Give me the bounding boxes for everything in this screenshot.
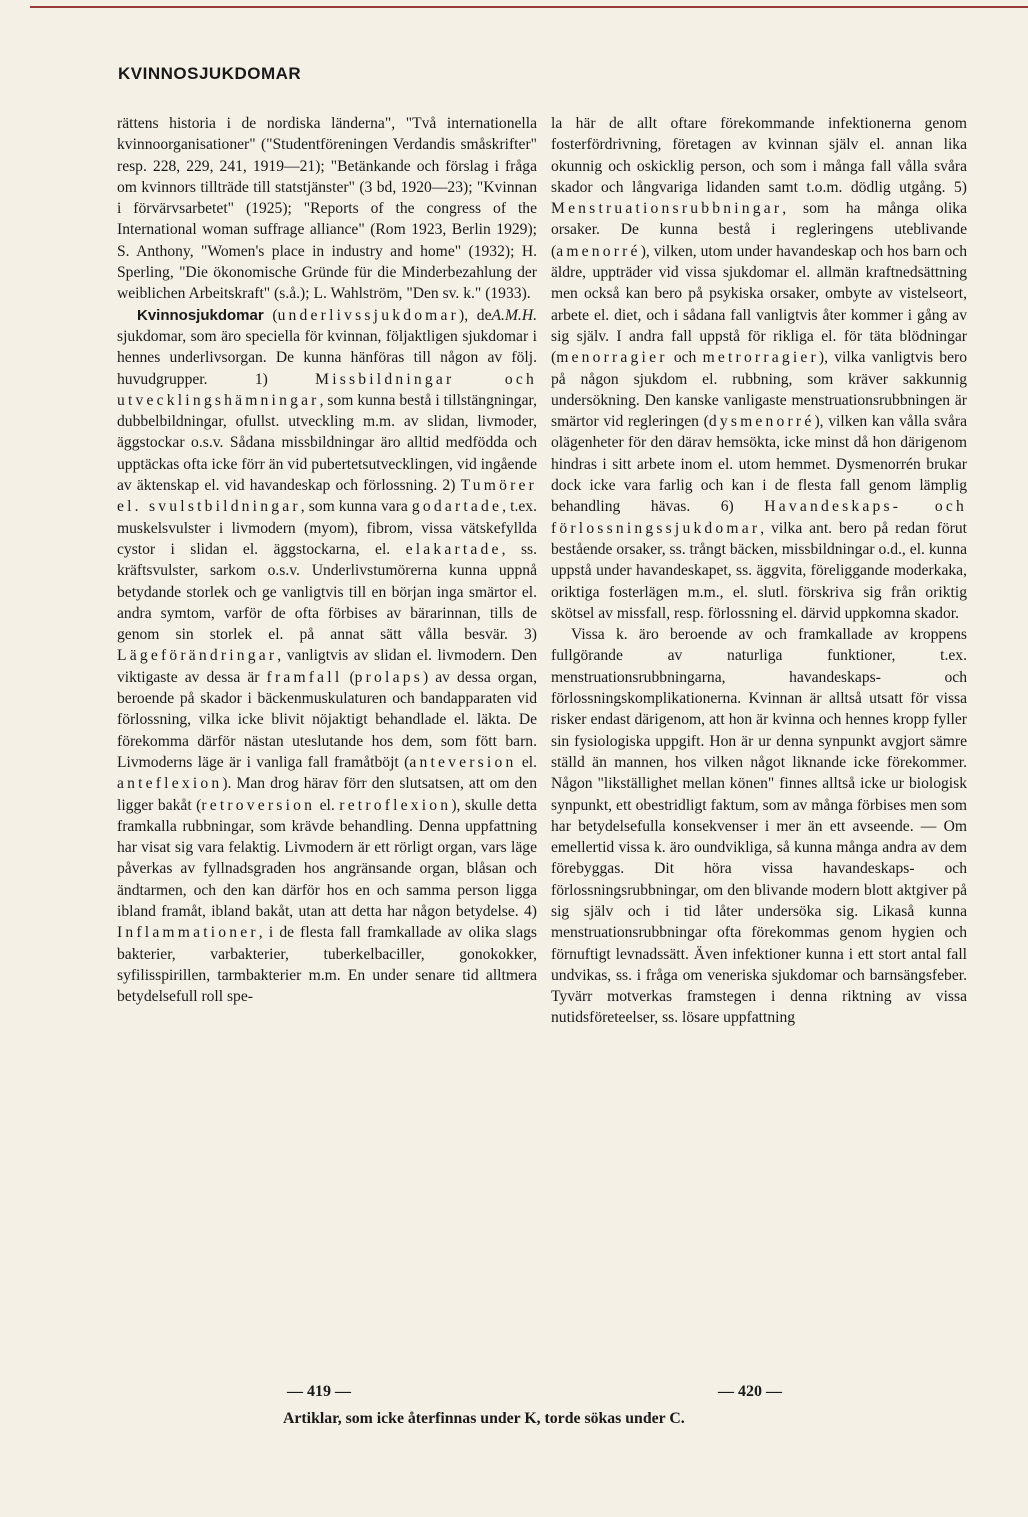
spaced-term: Inflammationer [117,924,259,942]
entry-headword: Kvinnosjukdomar [137,306,264,324]
spaced-term: dysmenorré [708,413,815,431]
text-span: rättens historia i de nordiska länderna", "Två internationella kvinnoorganisationer" ("Studentföreningen Verdandis småskrifter" resp. 228, 229, 241, 1919—21); "Betänkande och förslag i fråga om kvinnors tillträde till statstjänster" (3 bd, 1920—23); "Kvinnan i förvärvsarbetet" (1925); "Reports of the congress of the International woman suffrage alliance" (Rom 1923, Berlin 1929); S. Anthony, "Women's place in industry and home" (1932); H. Sperling, "Die ökonomische Gründe für die Minderbezahlung der weiblichen Arbeitskraft" (s.å.); L. Wahlström, "Den sv. k." (1933). [117,115,537,303]
text-span: ( [272,306,278,324]
spaced-term: Lägeförändringar [117,647,278,665]
text-span: , vilka ant. bero på redan förut bestående orsaker, ss. trångt bäcken, missbildningar o.d., el. kunna uppstå under havandeskapet, ss. äggvita, föreliggande moderkaka, oriktiga fosterlägen m.m., el. slutl. förskriva sig från oriktig skötsel av missfall, resp. förlossning el. därvid uppkomna skador. [551,519,967,622]
author-signature: A.M.H. [491,306,537,324]
spaced-term: amenorré [556,242,641,260]
text-span: , i de flesta fall framkallade av olika slags bakterier, varbakterier, tuberkelbaciller, gonokokker, syfilisspirillen, tarmbakterier m.m. En under senare tid alltmera betydelsefull roll spe- [117,924,537,1006]
text-span: ( [349,668,355,686]
paragraph-continuation [551,113,967,624]
text-span: , ss. kräftsvulster, sarkom o.s.v. Underlivstumörerna kunna uppnå betydande storlek och ge vanligtvis till en början inga smärtor el. andra symtom, varför de ofta förbises av bärarinnan, tills de genom sin storlek el. på annat sätt vålla besvär. 3) [117,540,537,644]
spaced-term: godartade [411,498,503,516]
text-span: ) av dessa organ, beroende på skador i bäckenmuskulaturen och bandapparaten vid förlossning, vilka icke blivit nöjaktigt behandlade el. läkta. De förekomma därför nästan uteslutande hos dem, som fött barn. Livmoderns läge är i vanliga fall framåtböjt ( [117,668,537,771]
spaced-term: anteflexion [117,775,223,793]
text-span: , t.ex. muskelsvulster i livmodern (myom), fibrom, vissa vätskefyllda cystor i slidan el. äggstockarna, el. [117,498,537,558]
text-span: , som kunna bestå i tillstängningar, dubbelbildningar, ofullst. utveckling m.m. av slidan, livmoder, äggstockar o.s.v. Sådana missbildningar äro alltid medfödda och upptäckas ofta icke förr än vid pubertetsutvecklingen, vid ingående av äktenskap el. vid havandeskap och förlossning. 2) [117,391,537,495]
page-number-right: — 420 — [718,1383,782,1400]
text-span: el. [521,753,537,771]
spaced-term: framfall [266,668,343,686]
spaced-term: elakartade [405,540,502,558]
spaced-term: Havandeskaps- och förlossningssjukdomar [551,498,967,537]
text-span: ), vilken, utom under havandeskap och hos barn och äldre, uppträder vid vissa sjukdomar el. allmän kraftnedsättning men också kan bero på psykiska orsaker, ombyte av vistelseort, arbete el. diet, och i sådana fall vanligtvis åter kommer i gång av sig själv. I andra fall uppstå för rikliga el. för täta blödningar ( [551,242,967,367]
paragraph-entry [117,305,537,1008]
spaced-term: Missbildningar och utvecklingshämningar [117,370,537,409]
text-span: , som ha många olika orsaker. De kunna bestå i regleringens uteblivande ( [551,200,967,260]
spaced-term: prolaps [354,668,423,686]
spaced-term: Menstruationsrubbningar [551,200,783,218]
paragraph-general: Vissa k. äro beroende av och framkallade av kroppens fullgörande av naturliga funktioner, t.ex. menstruationsrubbningarna, havandeskaps- och förlossningskomplikationerna. Kvinnan är alltså utsatt för vissa risker endast därigenom, att hon är kvinna och hennes kropp fyller sin fysiologiska uppgift. Hon är ur denna synpunkt avgjort sämre ställd än mannen, hos vilken något liknande icke förekommer. Någon "likställighet mellan könen" finnes alltså icke ur biologisk synpunkt, ett obestridligt faktum, som av många förbises men som har betydelsefulla konsekvenser i mer än ett avseende. — Om emellertid vissa k. äro oundvikliga, så kunna många andra av dem förebyggas. Dit höra vissa havandeskaps- och förlossningsrubbningar, om den blivande modern blott aktgiver på sig själv och i tid låter undersöka sig. Likaså kunna menstruationsrubbningar ofta förekommas genom hygien och förnuftigt levnadssätt. Även infektioner kunna i ett stort antal fall undvikas, ss. i fråga om veneriska sjukdomar och barnsängsfeber. Tyvärr motverkas framstegen i denna riktning av vissa nutidsföreteelser, ss. lösare uppfattning [551,626,967,1027]
top-edge-rule [30,6,1028,8]
text-span: och [673,349,697,367]
right-column [551,113,967,1029]
spaced-term: Tumörer el. svulstbildningar [117,477,537,516]
page-number-left: — 419 — [287,1383,351,1400]
text-span: ), vilken kan vålla svåra olägenheter för den därav hemsökta, icke minst då hon därigenom hindras i sitt arbete inom el. utom hemmet. Dysmenorrén brukar dock icke vara farlig och kan i de flesta fall genom lämplig behandling hävas. 6) [551,413,967,516]
footer-note: Artiklar, som icke återfinnas under K, torde sökas under C. [283,1410,685,1427]
spaced-term: metrorragier [702,349,819,367]
running-head: KVINNOSJUKDOMAR [118,64,302,83]
text-span: , som kunna vara [300,498,408,516]
spaced-term: menorragier [556,349,668,367]
text-span: ), vilka vanligtvis bero på någon sjukdom el. rubbning, som kräver sakkunnig undersökning. Den kanske vanligaste menstruationsrubbningen är smärtor vid regleringen ( [551,349,968,431]
left-column [117,113,537,1007]
text-span: , vanligtvis av slidan el. livmodern. Den viktigaste av dessa är [117,647,537,686]
text-span: la här de allt oftare förekommande infektionerna genom fosterfördrivning, företagen av kvinnan själv el. annan lika okunnig och oskicklig person, och som i många fall vålla svåra skador och långvariga lidanden samt t.o.m. dödlig utgång. 5) [551,115,967,196]
text-span: ), skulle detta framkalla rubbningar, som krävde behandling. Denna uppfattning har visat sig vara felaktig. Livmodern är ett rörligt organ, vars läge påverkas av fyllnadsgraden hos angränsande organ, blåsan och ändtarmen, och den kan därför hos en och samma person ligga ibland framåt, ibland bakåt, utan att detta har någon betydelse. 4) [117,796,537,920]
spaced-term: underlivssjukdomar [277,306,460,324]
spaced-term: retroflexion [339,796,452,814]
spaced-term: anteversion [409,753,517,771]
text-span: el. [319,796,335,814]
text-span: ). Man drog härav förr den slutsatsen, att om den ligger bakåt ( [117,775,537,814]
text-span: ), de sjukdomar, som äro speciella för kvinnan, följaktligen sjukdomar i hennes underlivsorgan. De kunna hänföras till någon av följ. huvudgrupper. 1) [117,306,537,388]
spaced-term: retroversion [201,796,316,814]
